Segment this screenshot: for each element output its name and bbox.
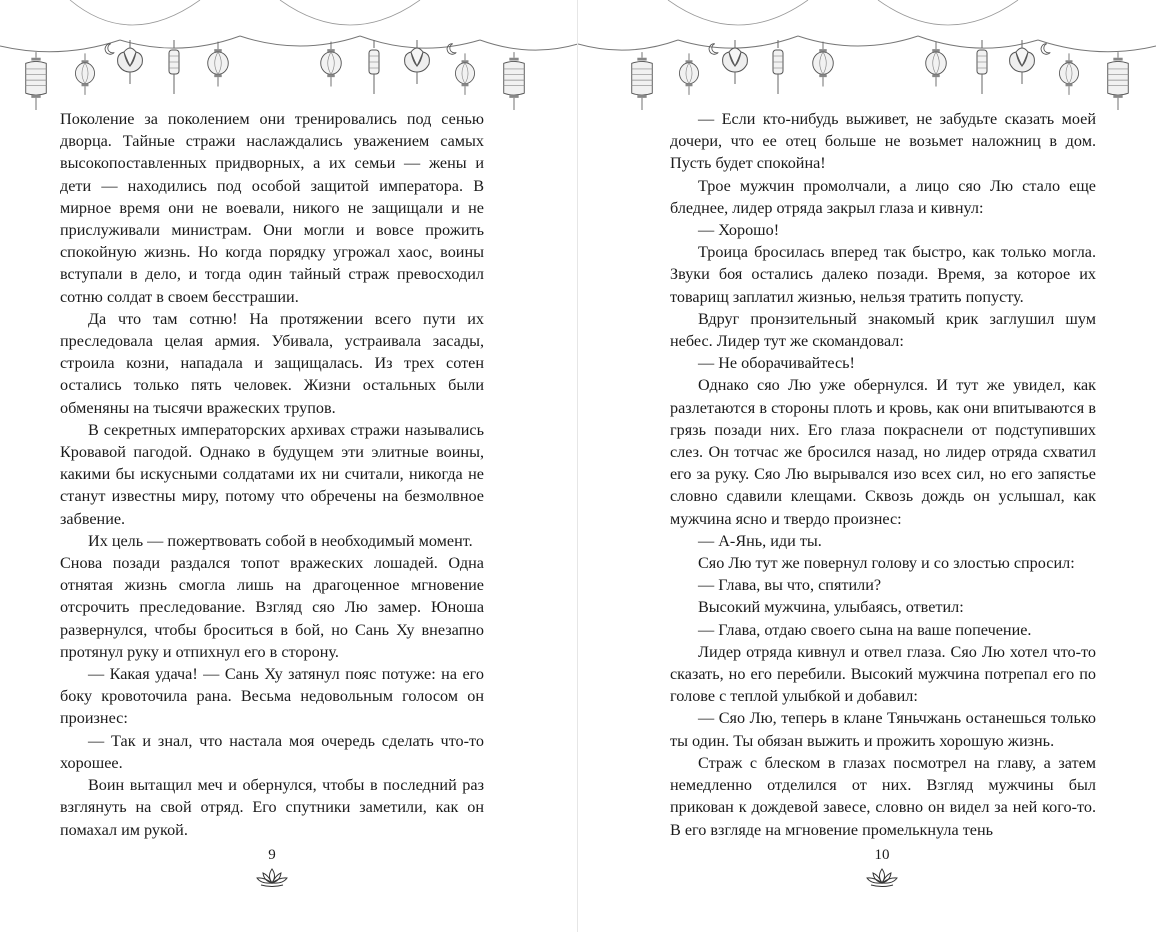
lotus-ornament-icon xyxy=(865,866,899,888)
paragraph: Лидер отряда кивнул и отвел глаза. Сяо Лю хотел что-то сказать, но его перебили. Высокий мужчина потрепал его по голове с теплой улыбкой и добавил: xyxy=(670,642,1096,706)
paragraph: Вдруг пронзительный знакомый крик заглушил шум небес. Лидер тут же скомандовал: xyxy=(670,309,1096,351)
paragraph: — Если кто-нибудь выживет, не забудьте сказать моей дочери, что ее отец больше не возьмет наложниц в дом. Пусть будет спокойна! xyxy=(670,110,1096,173)
paragraph: Да что там сотню! На протяжении всего пути их преследовала целая армия. Убивала, устраивала засады, строила козни, нападала и защищалась. Из трех сотен остались только пять человек. Жизни остальных были обменяны на тысячи вражеских трупов. xyxy=(60,309,484,417)
paragraph: — Хорошо! xyxy=(698,221,780,240)
paragraph: Троица бросилась вперед так быстро, как только могла. Звуки боя остались далеко позади. Время, за которое их товарищ заплатил жизнью, нельзя тратить попусту. xyxy=(670,243,1096,306)
paragraph: — Какая удача! — Сань Ху затянул пояс потуже: на его боку кровоточила рана. Весьма недовольным голосом он произнес: xyxy=(60,665,484,728)
right-page xyxy=(578,0,1156,932)
paragraph: Поколение за поколением они тренировались под сенью дворца. Тайные стражи наслаждались уважением самых высокопоставленных придворных, а их семьи — жены и дети — находились под особой защитой императора. В мирное время они не воевали, никого не защищали и не прислуживали министрам. Они могли и вовсе прожить спокойную жизнь. Но когда порядку угрожал хаос, воины вступали в дело, и тогда один тайный страж превосходил сотню солдат в своем бесстрашии. xyxy=(60,110,484,306)
paragraph: — Сяо Лю, теперь в клане Тяньчжань останешься только ты один. Ты обязан выжить и прожить хорошую жизнь. xyxy=(670,709,1096,750)
paragraph: — А-Янь, иди ты. xyxy=(698,531,822,550)
paragraph: — Не оборачивайтесь! xyxy=(698,354,855,373)
page-number: 9 xyxy=(268,847,276,863)
page-number: 10 xyxy=(874,847,890,863)
paragraph: — Так и знал, что настала моя очередь сделать что-то хорошее. xyxy=(60,731,484,772)
paragraph: Снова позади раздался топот вражеских лошадей. Одна отнятая жизнь смогла лишь на драгоценное мгновение отсрочить преследование. Взгляд сяо Лю замер. Юноша развернулся, чтобы броситься в бой, но Сань Ху внезапно протянул руку и отпихнул его в сторону. xyxy=(60,554,484,661)
paragraph: В секретных императорских архивах стражи назывались Кровавой пагодой. Однако в будущем эти элитные воины, какими бы искусными солдатами их ни считали, никогда не станут известны миру, потому что обречены на безмолвное забвение. xyxy=(60,420,484,528)
paragraph: Трое мужчин промолчали, а лицо сяо Лю стало еще бледнее, лидер отряда закрыл глаза и кивнул: xyxy=(670,176,1096,217)
paragraph: Воин вытащил меч и обернулся, чтобы в последний раз взглянуть на свой отряд. Его спутники заметили, как он помахал им рукой. xyxy=(60,776,484,839)
paragraph: — Глава, вы что, спятили? xyxy=(698,576,882,595)
paragraph: Их цель — пожертвовать собой в необходимый момент. xyxy=(88,531,473,550)
lotus-ornament-icon xyxy=(255,866,289,888)
left-page-text xyxy=(60,108,484,841)
paragraph: Однако сяо Лю уже обернулся. И тут же увидел, как разлетаются в стороны плоть и кровь, как они впитываются в грязь позади них. Его глаза покраснели от подступивших слез. Он тотчас же бросился назад, но лидер отряда схватил его за руку. Сяо Лю вырывался изо всех сил, но его запястье словно сдавили клещами. Сквозь дождь он услышал, как мужчина ясно и твердо произнес: xyxy=(670,376,1096,528)
paragraph: Высокий мужчина, улыбаясь, ответил: xyxy=(698,598,964,617)
paragraph: Сяо Лю тут же повернул голову и со злостью спросил: xyxy=(698,554,1075,573)
paragraph: — Глава, отдаю своего сына на ваше попечение. xyxy=(698,620,1032,639)
right-page-text xyxy=(670,108,1096,841)
paragraph: Страж с блеском в глазах посмотрел на главу, а затем немедленно отделился от них. Взгляд мужчины был прикован к дождевой завесе, словно он видел за ней кого-то. В его взгляде на мгновение промелькнула тень xyxy=(670,753,1096,839)
